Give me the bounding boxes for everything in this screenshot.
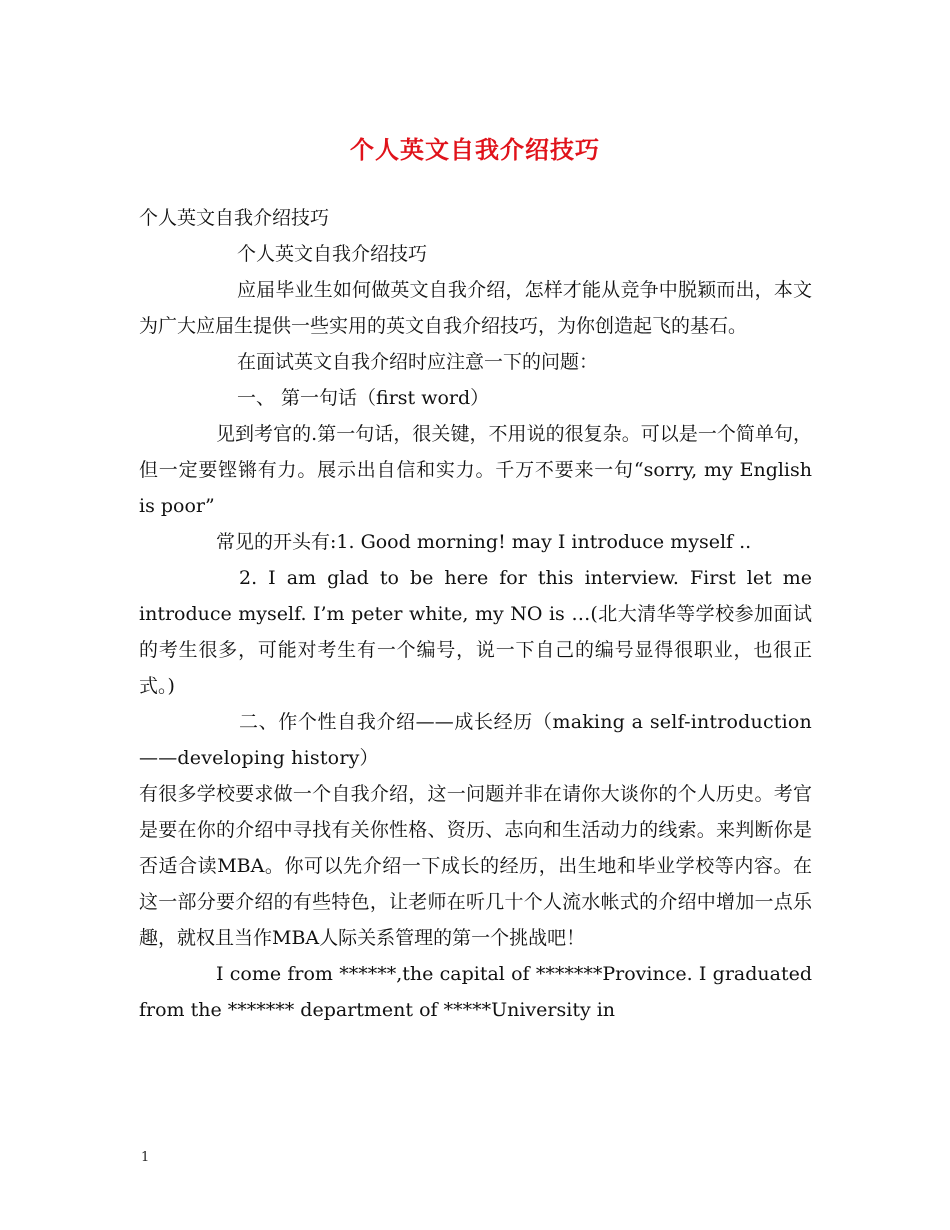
- paragraph-10: 有很多学校要求做一个自我介绍，这一问题并非在请你大谈你的个人历史。考官是要在你的介绍中寻找有关你性格、资历、志向和生活动力的线索。来判断你是否适合读MBA。你可以先介绍一下成长的经历，出生地和毕业学校等内容。在这一部分要介绍的有些特色，让老师在听几十个人流水帐式的介绍中增加一点乐趣，就权且当作MBA人际关系管理的第一个挑战吧！: [139, 783, 812, 949]
- paragraph-8: 2. I am glad to be here for this interview. First let me introduce myself. I’m peter white, my NO is …(北大清华等学校参加面试的考生很多，可能对考生有一个编号，说一下自己的编号显得很职业，也很正式。): [139, 567, 812, 697]
- paragraph-7: 常见的开头有:1. Good morning! may I introduce myself ..: [216, 531, 752, 553]
- paragraph-2: 个人英文自我介绍技巧: [237, 243, 428, 265]
- paragraph-4: 在面试英文自我介绍时应注意一下的问题：: [237, 351, 599, 373]
- paragraph-3: 应届毕业生如何做英文自我介绍，怎样才能从竞争中脱颖而出，本文为广大应届生提供一些实用的英文自我介绍技巧，为你创造起飞的基石。: [139, 279, 812, 337]
- paragraph-9: 二、作个性自我介绍——成长经历（making a self-introduction ——developing history）: [139, 711, 812, 769]
- page-number: 1: [141, 1150, 150, 1165]
- paragraph-11: I come from ******,the capital of *******Province. I graduated from the ******* department of *****University in: [139, 963, 812, 1021]
- document-body: [139, 200, 812, 1028]
- document-title: 个人英文自我介绍技巧: [350, 135, 600, 164]
- paragraph-6: 见到考官的.第一句话，很关键，不用说的很复杂。可以是一个简单句，但一定要铿锵有力。展示出自信和实力。千万不要来一句“sorry, my English is poor”: [139, 423, 812, 517]
- paragraph-1: 个人英文自我介绍技巧: [139, 207, 330, 229]
- paragraph-5: 一、 第一句话（first word）: [237, 387, 490, 409]
